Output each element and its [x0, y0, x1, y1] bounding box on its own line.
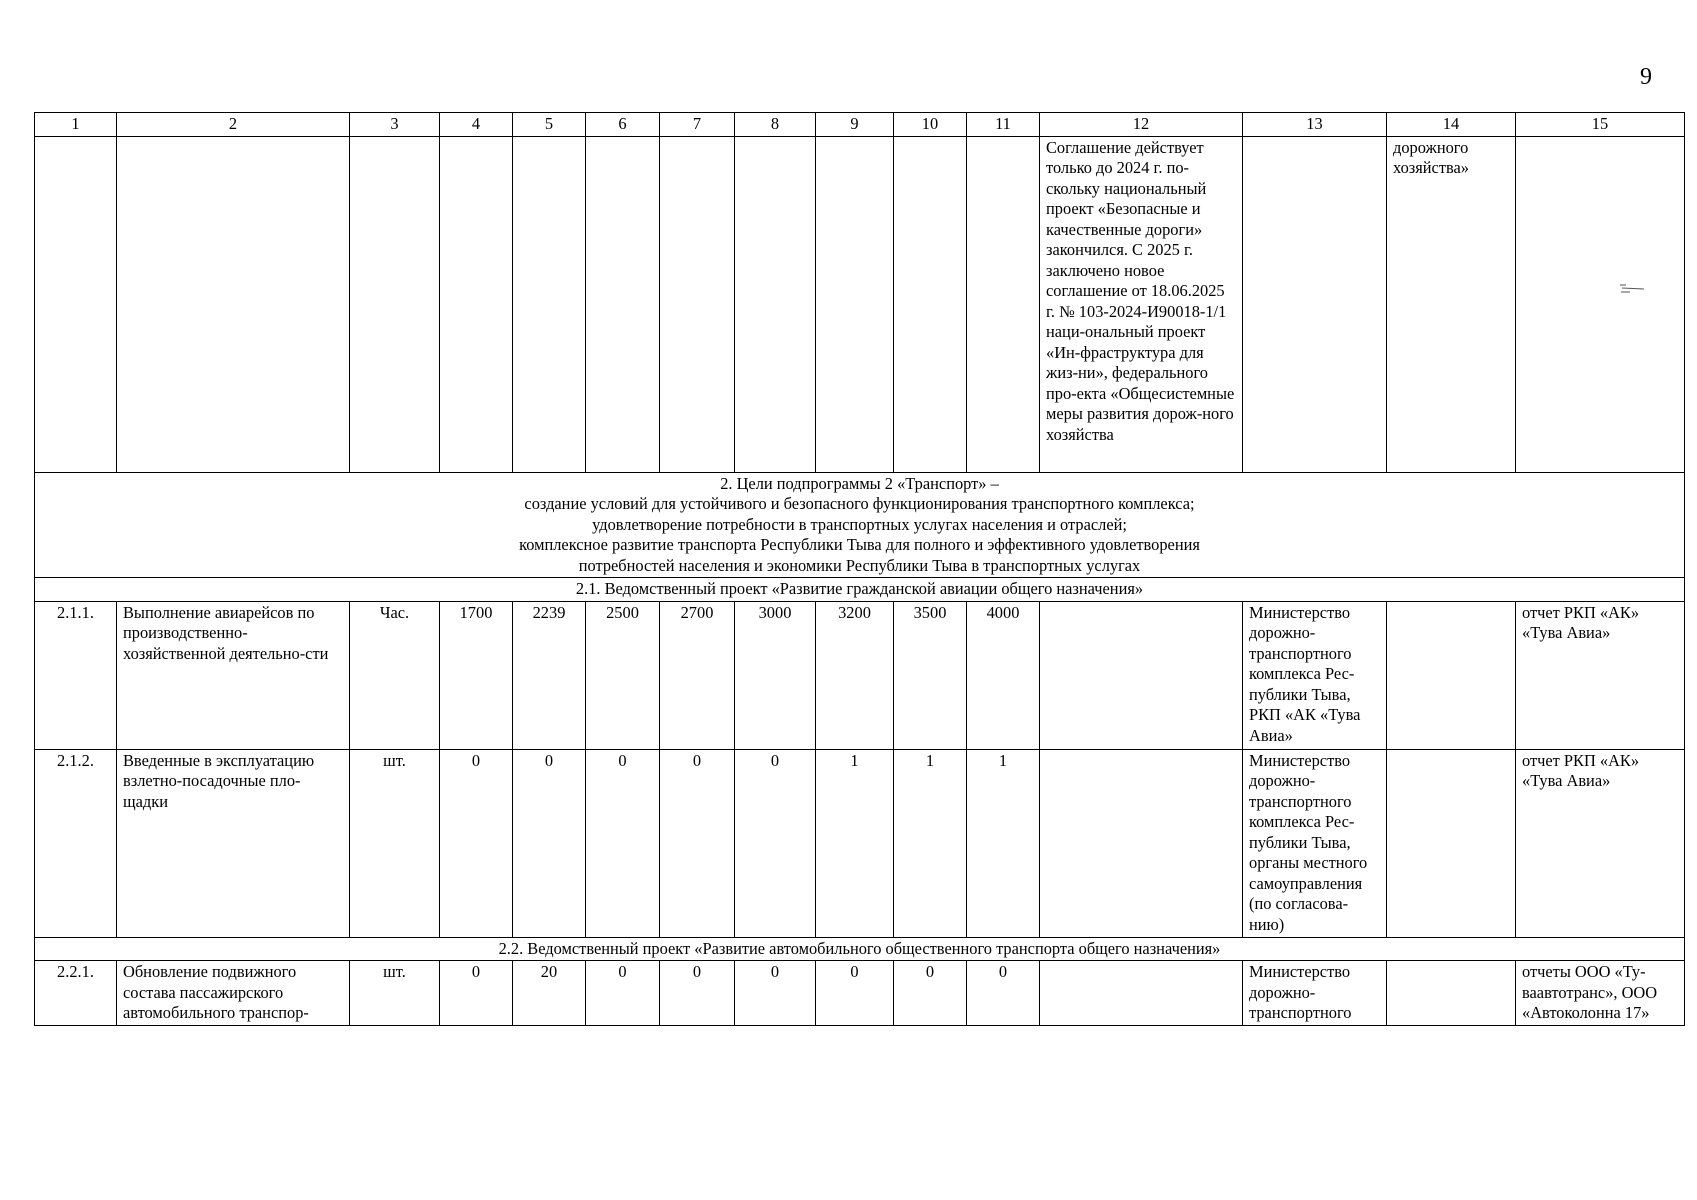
value-cell: 0 — [816, 961, 894, 1026]
value-cell: 0 — [440, 961, 513, 1026]
header-cell: 10 — [894, 113, 967, 137]
continuation-text: дорожного хозяйства» — [1387, 136, 1516, 472]
unit: шт. — [350, 961, 440, 1026]
header-cell: 11 — [967, 113, 1040, 137]
table-cell — [513, 136, 586, 472]
header-cell: 15 — [1516, 113, 1685, 137]
value-cell: 20 — [513, 961, 586, 1026]
header-cell: 1 — [35, 113, 117, 137]
table-cell — [894, 136, 967, 472]
value-cell: 0 — [894, 961, 967, 1026]
value-cell: 1 — [967, 749, 1040, 937]
goal-cell — [35, 472, 1685, 578]
table-cell — [1243, 136, 1387, 472]
row-number: 2.1.1. — [35, 601, 117, 749]
goal-row — [35, 472, 1685, 578]
header-cell: 7 — [660, 113, 735, 137]
indicator-name: Обновление подвижного состава пассажирского автомобильного транспор- — [117, 961, 350, 1026]
value-cell: 0 — [586, 961, 660, 1026]
note-cell — [1040, 961, 1243, 1026]
header-cell: 9 — [816, 113, 894, 137]
header-cell: 6 — [586, 113, 660, 137]
table-cell — [1516, 136, 1685, 472]
value-cell: 1 — [894, 749, 967, 937]
value-cell: 0 — [735, 749, 816, 937]
header-cell: 3 — [350, 113, 440, 137]
header-row — [35, 113, 1685, 137]
section-row — [35, 578, 1685, 602]
value-cell: 1 — [816, 749, 894, 937]
header-cell: 12 — [1040, 113, 1243, 137]
source-cell: отчет РКП «АК» «Тува Авиа» — [1516, 749, 1685, 937]
note-cell — [1040, 601, 1243, 749]
value-cell: 3500 — [894, 601, 967, 749]
responsible-cell: Министерство дорожно-транспортного комплекса Рес-публики Тыва, органы местного самоуправления (по согласова-нию) — [1243, 749, 1387, 937]
value-cell: 4000 — [967, 601, 1040, 749]
unit: шт. — [350, 749, 440, 937]
continuation-row — [35, 136, 1685, 472]
table-cell — [35, 136, 117, 472]
page-number: 9 — [1640, 64, 1652, 90]
section-row — [35, 937, 1685, 961]
value-cell: 3200 — [816, 601, 894, 749]
value-cell: 0 — [513, 749, 586, 937]
value-cell: 2239 — [513, 601, 586, 749]
table-row — [35, 749, 1685, 937]
table-cell — [1387, 749, 1516, 937]
table-cell — [816, 136, 894, 472]
table-row — [35, 961, 1685, 1026]
section-title: 2.2. Ведомственный проект «Развитие автомобильного общественного транспорта общего назначения» — [35, 937, 1685, 961]
value-cell: 0 — [967, 961, 1040, 1026]
table-cell — [586, 136, 660, 472]
table-row — [35, 601, 1685, 749]
agreement-note: Соглашение действует только до 2024 г. по-скольку национальный проект «Безопасные и качественные дороги» закончился. С 2025 г. заключено новое соглашение от 18.06.2025 г. № 103-2024-И90018-1/1 наци-ональный проект «Ин-фраструктура для жиз-ни», федерального про-екта «Общесистемные меры развития дорож-ного хозяйства — [1040, 136, 1243, 472]
source-cell: отчеты ООО «Ту-ваавтотранс», ООО «Автоколонна 17» — [1516, 961, 1685, 1026]
goal-line: создание условий для устойчивого и безопасного функционирования транспортного комплекса; — [524, 494, 1195, 513]
header-cell: 14 — [1387, 113, 1516, 137]
value-cell: 0 — [735, 961, 816, 1026]
table-cell — [350, 136, 440, 472]
table-cell — [660, 136, 735, 472]
table-cell — [1387, 961, 1516, 1026]
value-cell: 1700 — [440, 601, 513, 749]
note-cell — [1040, 749, 1243, 937]
table-cell — [440, 136, 513, 472]
value-cell: 0 — [586, 749, 660, 937]
row-number: 2.2.1. — [35, 961, 117, 1026]
goal-line: удовлетворение потребности в транспортных услугах населения и отраслей; — [592, 514, 1127, 534]
header-cell: 4 — [440, 113, 513, 137]
table-cell — [117, 136, 350, 472]
header-cell: 13 — [1243, 113, 1387, 137]
indicator-name: Выполнение авиарейсов по производственно-хозяйственной деятельно-сти — [117, 601, 350, 749]
value-cell: 2500 — [586, 601, 660, 749]
unit: Час. — [350, 601, 440, 749]
responsible-cell: Министерство дорожно-транспортного комплекса Рес-публики Тыва, РКП «АК «Тува Авиа» — [1243, 601, 1387, 749]
value-cell: 3000 — [735, 601, 816, 749]
row-number: 2.1.2. — [35, 749, 117, 937]
header-cell: 2 — [117, 113, 350, 137]
indicator-name: Введенные в эксплуатацию взлетно-посадочные пло-щадки — [117, 749, 350, 937]
header-cell: 5 — [513, 113, 586, 137]
responsible-cell: Министерство дорожно-транспортного — [1243, 961, 1387, 1026]
value-cell: 0 — [440, 749, 513, 937]
value-cell: 0 — [660, 749, 735, 937]
table-cell — [1387, 601, 1516, 749]
table-cell — [735, 136, 816, 472]
header-cell: 8 — [735, 113, 816, 137]
goal-line: 2. Цели подпрограммы 2 «Транспорт» – — [720, 473, 999, 493]
source-cell: отчет РКП «АК» «Тува Авиа» — [1516, 601, 1685, 749]
value-cell: 2700 — [660, 601, 735, 749]
indicators-table — [34, 112, 1685, 1026]
value-cell: 0 — [660, 961, 735, 1026]
table-cell — [967, 136, 1040, 472]
goal-line: потребностей населения и экономики Республики Тыва в транспортных услугах — [578, 555, 1141, 575]
goal-line: комплексное развитие транспорта Республики Тыва для полного и эффективного удовлетворения — [519, 535, 1200, 554]
section-title: 2.1. Ведомственный проект «Развитие гражданской авиации общего назначения» — [35, 578, 1685, 602]
